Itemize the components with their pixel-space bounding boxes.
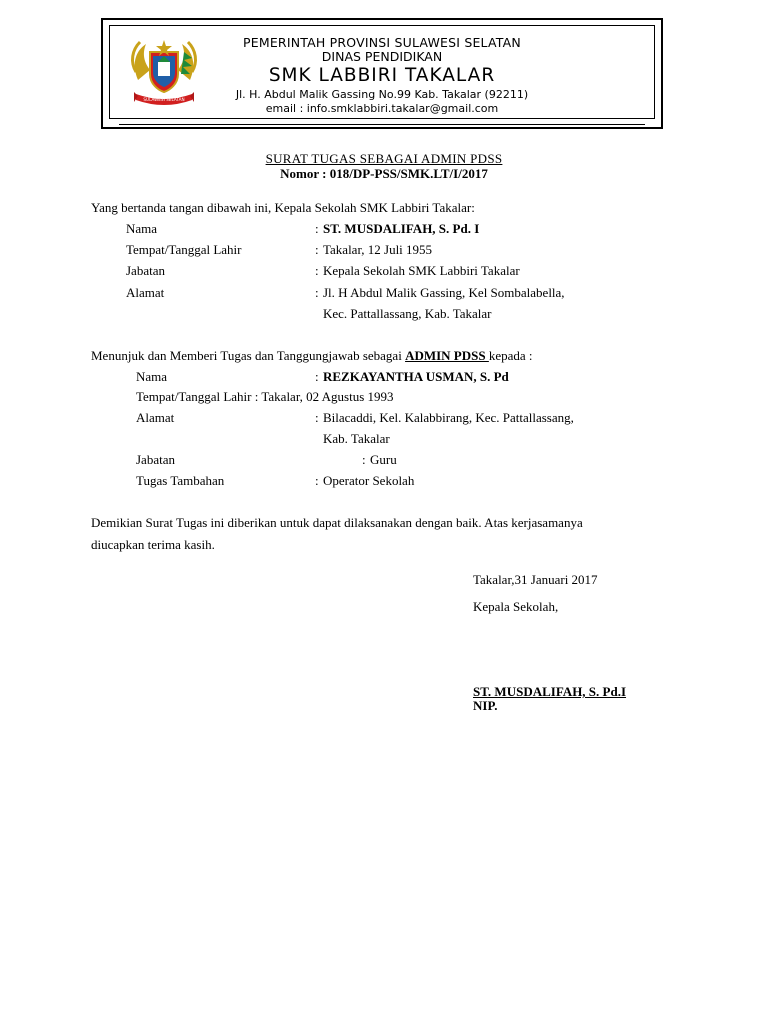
letterhead-text [210, 36, 554, 116]
signer-name-colon: : [315, 221, 319, 236]
school-address: Jl. H. Abdul Malik Gassing No.99 Kab. Takalar (92211) [235, 88, 529, 101]
school-name: SMK LABBIRI TAKALAR [268, 65, 496, 86]
assignee-extra-value: Operator Sekolah [323, 473, 415, 488]
assignee-extra-colon: : [315, 473, 319, 488]
sign-name: ST. MUSDALIFAH, S. Pd.I [473, 684, 627, 699]
school-email: email : info.smklabbiri.takalar@gmail.com [265, 102, 499, 115]
signer-address-label: Alamat [126, 285, 165, 300]
assignment-intro: Menunjuk dan Memberi Tugas dan Tanggungjawab sebagai [91, 348, 406, 363]
department-line: DINAS PENDIDIKAN [321, 49, 443, 64]
letter-title: SURAT TUGAS SEBAGAI ADMIN PDSS [265, 151, 503, 166]
closing-line-2: diucapkan terima kasih. [91, 537, 215, 552]
assignee-address-colon: : [315, 410, 319, 425]
intro-text: Yang bertanda tangan dibawah ini, Kepala Sekolah SMK Labbiri Takalar: [91, 200, 475, 215]
sign-role: Kepala Sekolah, [473, 599, 559, 614]
signer-birth-label: Tempat/Tanggal Lahir [126, 242, 242, 257]
sign-place-date: Takalar,31 Januari 2017 [473, 572, 598, 587]
assignee-position-value: Guru [370, 452, 397, 467]
assignment-target: kepada : [488, 348, 533, 363]
assignee-address-label: Alamat [136, 410, 175, 425]
letterhead-rule [119, 124, 645, 125]
signer-birth-colon: : [315, 242, 319, 257]
assignee-extra-label: Tugas Tambahan [136, 473, 225, 488]
government-line: PEMERINTAH PROVINSI SULAWESI SELATAN [243, 35, 521, 50]
assignee-name-label: Nama [136, 369, 168, 384]
assignment-sentence [91, 348, 533, 364]
logo-caption: SULAWESI SELATAN [143, 97, 185, 102]
province-emblem-logo [126, 32, 202, 108]
signer-address-line-1: Jl. H Abdul Malik Gassing, Kel Sombalabella, [323, 285, 565, 300]
signer-name-value: ST. MUSDALIFAH, S. Pd. I [323, 221, 480, 236]
assignee-address-line-1: Bilacaddi, Kel. Kalabbirang, Kec. Pattallassang, [323, 410, 574, 425]
assignee-birth-line: Tempat/Tanggal Lahir : Takalar, 02 Agustus 1993 [136, 389, 394, 404]
letter-number: Nomor : 018/DP-PSS/SMK.LT/I/2017 [280, 166, 488, 181]
assignee-name-value: REZKAYANTHA USMAN, S. Pd [323, 369, 509, 384]
closing-line-1: Demikian Surat Tugas ini diberikan untuk dapat dilaksanakan dengan baik. Atas kerjasamanya [91, 515, 583, 530]
signer-position-value: Kepala Sekolah SMK Labbiri Takalar [323, 263, 520, 278]
signer-position-colon: : [315, 263, 319, 278]
assignee-position-colon: : [362, 452, 366, 467]
assignment-role: ADMIN PDSS [405, 348, 489, 363]
signer-name-label: Nama [126, 221, 158, 236]
signer-position-label: Jabatan [126, 263, 165, 278]
signer-address-colon: : [315, 285, 319, 300]
sign-nip: NIP. [473, 698, 498, 713]
assignee-address-line-2: Kab. Takalar [323, 431, 390, 446]
signer-birth-value: Takalar, 12 Juli 1955 [323, 242, 433, 257]
assignee-name-colon: : [315, 369, 319, 384]
signer-address-line-2: Kec. Pattallassang, Kab. Takalar [323, 306, 492, 321]
assignee-position-label: Jabatan [136, 452, 175, 467]
